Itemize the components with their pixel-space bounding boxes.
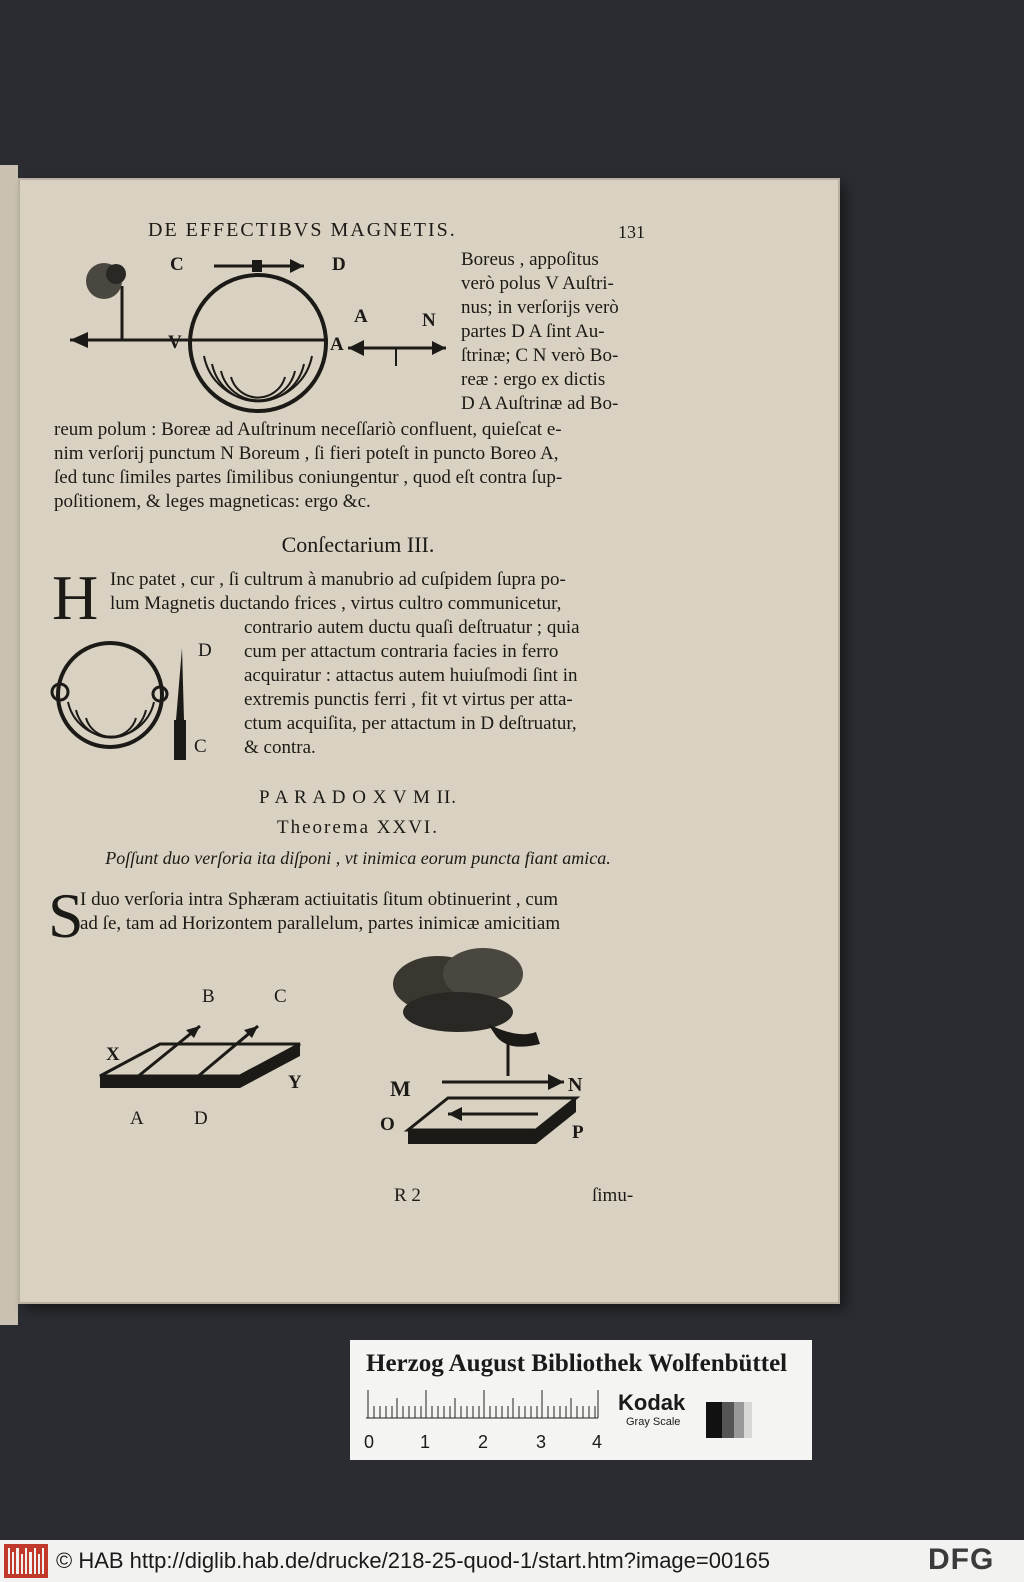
brand-subtitle: Gray Scale xyxy=(626,1416,681,1428)
ruler-scale xyxy=(366,1390,606,1430)
fig4-label-n: N xyxy=(568,1074,583,1096)
page-number: 131 xyxy=(618,222,645,242)
fig2-label-c: C xyxy=(194,736,207,757)
footer-caption: © HAB http://diglib.hab.de/drucke/218-25-quod-1/start.htm?image=00165 xyxy=(56,1548,770,1573)
figure-magnet-knife xyxy=(50,640,200,770)
h-line-2: lum Magnetis ductando frices , virtus cultro communicetur, xyxy=(110,593,562,614)
fig1-label-n: N xyxy=(422,310,436,331)
scale-number-4: 4 xyxy=(592,1432,603,1452)
side-line-7: D A Auſtrinæ ad Bo- xyxy=(461,393,619,414)
running-head: DE EFFECTIBVS MAGNETIS. xyxy=(148,219,457,241)
fig3-label-d: D xyxy=(194,1108,208,1129)
theorem-heading: Theorema XXVI. xyxy=(276,817,439,838)
full-line-3: ſed tunc ſimiles partes ſimilibus coniungentur , quod eſt contra ſup- xyxy=(54,467,563,488)
knife-line-3: acquiratur : attactus autem huiuſmodi ſint in xyxy=(244,665,578,686)
fig3-label-y: Y xyxy=(288,1072,302,1093)
side-line-2: verò polus V Auſtri- xyxy=(461,273,614,294)
fig1-label-d: D xyxy=(332,254,346,275)
side-line-3: nus; in verſorijs verò xyxy=(461,297,619,318)
barcode-logo-icon xyxy=(4,1544,48,1578)
scale-number-1: 1 xyxy=(420,1432,431,1452)
side-line-5: ſtrinæ; C N verò Bo- xyxy=(461,345,619,366)
fig1-label-c: C xyxy=(170,254,184,275)
dropcap-s: S xyxy=(48,880,84,951)
fig4-label-m: M xyxy=(390,1076,411,1101)
fig1-label-a-top: A xyxy=(354,306,368,327)
fig4-label-p: P xyxy=(572,1122,584,1143)
full-line-2: nim verſorij punctum N Boreum , ſi fieri poteſt in puncto Boreo A, xyxy=(54,443,559,464)
catchword: ſimu- xyxy=(592,1185,634,1206)
adjacent-page-edge xyxy=(0,165,18,1325)
gray-patch xyxy=(706,1402,752,1438)
footer-bar xyxy=(0,1540,1024,1582)
brand-name: Kodak xyxy=(618,1390,686,1415)
h-line-1: Inc patet , cur , ſi cultrum à manubrio ad cuſpidem ſupra po- xyxy=(110,569,566,590)
side-line-6: reæ : ergo ex dictis xyxy=(461,369,606,390)
fig3-label-a: A xyxy=(130,1108,144,1129)
knife-line-6: & contra. xyxy=(244,737,316,758)
scale-number-2: 2 xyxy=(478,1432,489,1452)
figure-terrella-versoria xyxy=(66,256,456,426)
dropcap-h: H xyxy=(52,562,99,633)
full-line-1: reum polum : Boreæ ad Auſtrinum neceſſariò confluent, quieſcat e- xyxy=(54,419,562,440)
fig3-label-b: B xyxy=(202,986,215,1007)
fig3-label-x: X xyxy=(106,1044,120,1065)
knife-line-2: cum per attactum contraria facies in ferro xyxy=(244,641,559,662)
fig2-label-d: D xyxy=(198,640,212,661)
s-line-1: I duo verſoria intra Sphæram actiuitatis ſitum obtinuerint , cum xyxy=(80,889,559,910)
side-line-1: Boreus , appoſitus xyxy=(461,249,599,270)
fig3-label-c: C xyxy=(274,986,287,1007)
scale-number-3: 3 xyxy=(536,1432,547,1452)
scale-card xyxy=(350,1340,812,1460)
theorem-statement: Poſſunt duo verſoria ita diſponi , vt inimica eorum puncta fiant amica. xyxy=(105,848,611,868)
paradox-heading: P A R A D O X V M II. xyxy=(258,787,458,808)
fig1-label-a-mid: A xyxy=(330,334,344,355)
full-line-4: poſitionem, & leges magneticas: ergo &c. xyxy=(54,491,371,512)
consectarium-heading: Conſectarium III. xyxy=(281,532,435,557)
signature-mark: R 2 xyxy=(394,1185,421,1206)
institution-name: Herzog August Bibliothek Wolfenbüttel xyxy=(366,1350,788,1377)
side-line-4: partes D A ſint Au- xyxy=(461,321,605,342)
knife-line-5: ctum acquiſita, per attactum in D deſtruatur, xyxy=(244,713,577,734)
knife-line-1: contrario autem ductu quaſi deſtruatur ; quia xyxy=(244,617,580,638)
fig1-label-v: V xyxy=(168,332,182,353)
book-page xyxy=(18,178,840,1304)
fig4-label-o: O xyxy=(380,1114,395,1135)
dfg-logo: DFG xyxy=(928,1543,995,1576)
knife-line-4: extremis punctis ferri , fit vt virtus per atta- xyxy=(244,689,573,710)
scale-number-0: 0 xyxy=(364,1432,375,1452)
s-line-2: ad ſe, tam ad Horizontem parallelum, partes inimicæ amicitiam xyxy=(80,913,561,934)
